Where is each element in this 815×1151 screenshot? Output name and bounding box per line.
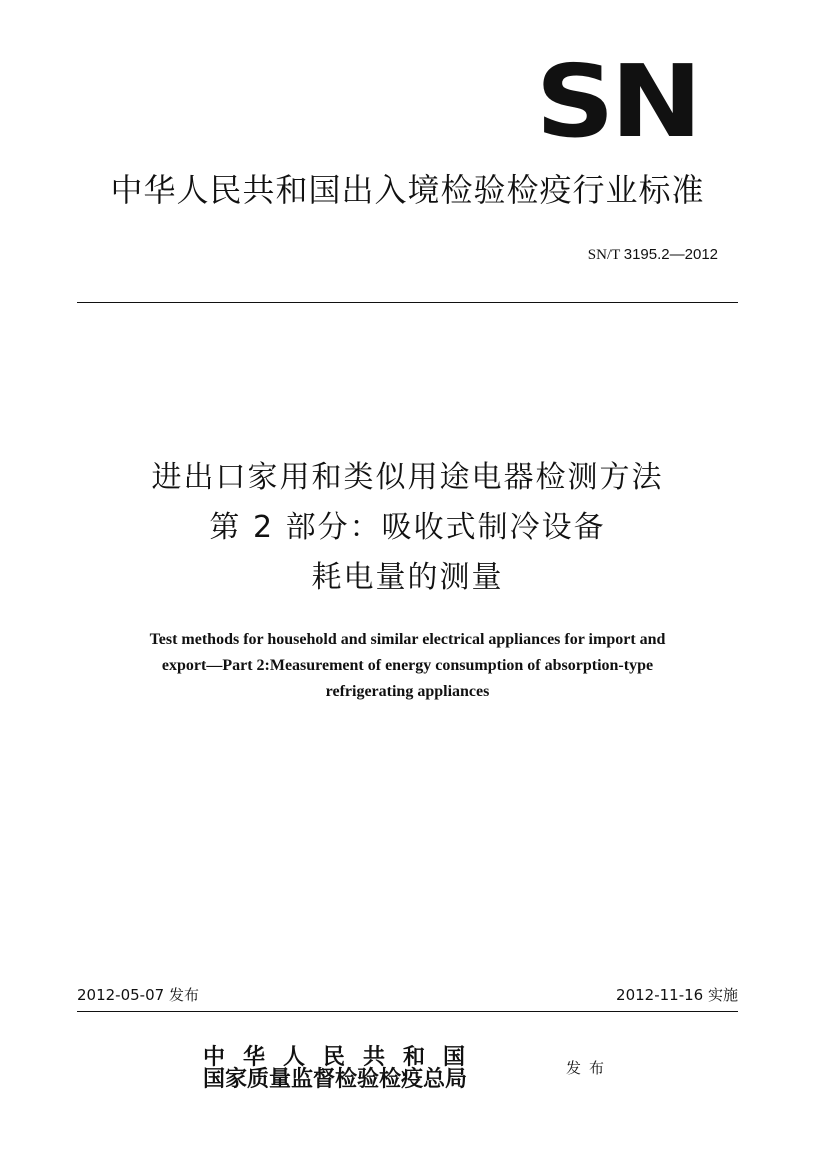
top-divider [77,302,738,303]
effective-date: 2012-11-16 实施 [616,986,738,1004]
industry-standard-title: 中华人民共和国出入境检验检疫行业标准 [110,171,705,209]
english-title-line-3: refrigerating appliances [325,683,490,700]
issue-date: 2012-05-07 发布 [77,986,199,1004]
chinese-title-line-1: 进出口家用和类似用途电器检测方法 [151,460,664,495]
standard-number [588,244,718,266]
sn-logo: SN [535,43,698,160]
chinese-title-line-2: 第 2 部分：吸收式制冷设备 [209,510,606,545]
publish-label: 发布 [566,1059,613,1077]
english-title-line-1: Test methods for household and similar electrical appliances for import and [149,631,666,648]
standard-number-value: 3195.2—2012 [623,246,718,263]
standard-number-prefix: SN/T [587,247,620,263]
issuer-line-1: 中华人民共和国 [203,1044,484,1070]
chinese-title-line-3: 耗电量的测量 [311,560,504,595]
english-title-line-2: export—Part 2:Measurement of energy consumption of absorption-type [161,657,654,674]
issuer-line-2: 国家质量监督检验检疫总局 [203,1066,468,1092]
bottom-divider [77,1011,738,1012]
